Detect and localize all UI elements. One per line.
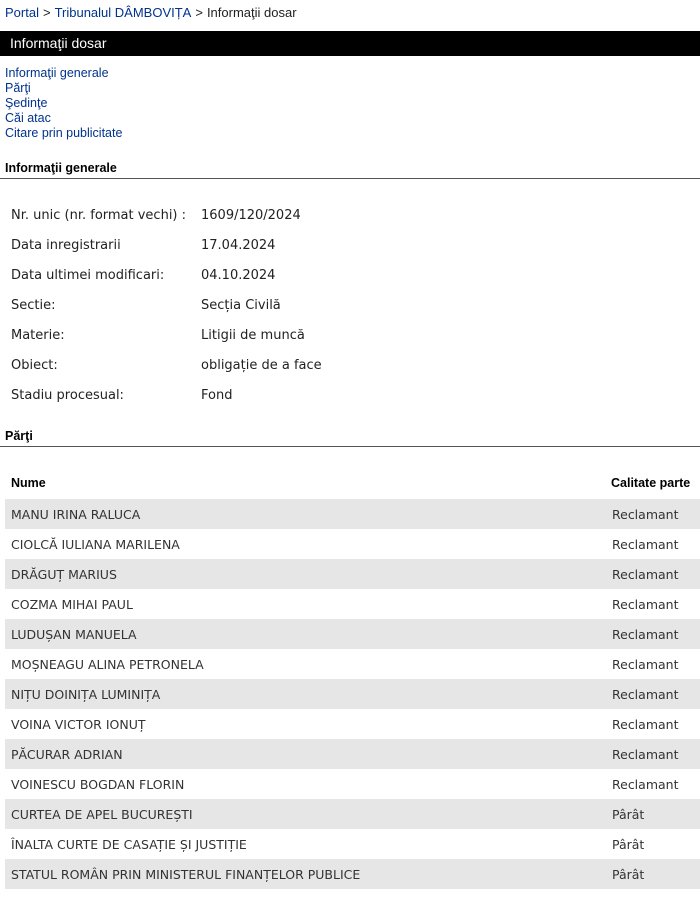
info-label: Materie: — [11, 328, 65, 343]
table-row — [5, 709, 700, 739]
info-row-section — [0, 290, 700, 320]
info-value: 04.10.2024 — [201, 268, 276, 283]
party-role: Reclamant — [612, 507, 679, 522]
page-title-bar — [0, 31, 700, 56]
party-name: ÎNALTA CURTE DE CASAȚIE ȘI JUSTIȚIE — [11, 837, 247, 852]
breadcrumb-separator: > — [195, 5, 203, 20]
table-row — [5, 529, 700, 559]
table-row — [5, 799, 700, 829]
table-row — [5, 859, 700, 889]
party-role: Pârât — [612, 867, 645, 882]
parties-section-header — [0, 428, 700, 447]
party-role: Reclamant — [612, 597, 679, 612]
table-row — [5, 619, 700, 649]
table-row — [5, 499, 700, 529]
info-value: 1609/120/2024 — [201, 208, 301, 223]
parties-heading: Părţi — [5, 429, 33, 443]
breadcrumb-portal-link[interactable]: Portal — [5, 5, 39, 20]
info-label: Obiect: — [11, 358, 58, 373]
info-label: Nr. unic (nr. format vechi) : — [11, 208, 187, 223]
nav-link-general-info[interactable]: Informaţii generale — [5, 66, 109, 80]
party-name: CIOLCĂ IULIANA MARILENA — [11, 537, 180, 552]
info-label: Stadiu procesual: — [11, 388, 124, 403]
info-value: Secția Civilă — [201, 298, 281, 313]
info-label: Sectie: — [11, 298, 56, 313]
info-row-object — [0, 350, 700, 380]
party-name: VOINESCU BOGDAN FLORIN — [11, 777, 185, 792]
party-name: CURTEA DE APEL BUCUREȘTI — [11, 807, 193, 822]
party-role: Pârât — [612, 837, 645, 852]
party-role: Pârât — [612, 807, 645, 822]
party-role: Reclamant — [612, 627, 679, 642]
page-title: Informaţii dosar — [10, 35, 107, 51]
column-header-role: Calitate parte — [611, 476, 691, 490]
info-value: Litigii de muncă — [201, 328, 305, 343]
party-role: Reclamant — [612, 567, 679, 582]
party-role: Reclamant — [612, 657, 679, 672]
table-row — [5, 559, 700, 589]
party-name: LUDUȘAN MANUELA — [11, 627, 137, 642]
info-label: Data ultimei modificari: — [11, 268, 165, 283]
table-row — [5, 739, 700, 769]
table-row — [5, 589, 700, 619]
general-info-table — [0, 200, 700, 410]
table-row — [5, 649, 700, 679]
general-info-heading: Informaţii generale — [5, 161, 117, 175]
party-name: MANU IRINA RALUCA — [11, 507, 141, 522]
nav-link-hearings[interactable]: Şedinţe — [5, 96, 48, 110]
breadcrumb-court-link[interactable]: Tribunalul DÂMBOVIȚA — [54, 5, 192, 20]
party-name: VOINA VICTOR IONUȚ — [11, 717, 146, 732]
info-row-registration-date — [0, 230, 700, 260]
party-role: Reclamant — [612, 537, 679, 552]
party-name: COZMA MIHAI PAUL — [11, 597, 133, 612]
info-value: 17.04.2024 — [201, 238, 276, 253]
table-row — [5, 769, 700, 799]
general-info-section-header — [0, 160, 700, 179]
parties-table-header — [5, 469, 700, 499]
info-row-case-number — [0, 200, 700, 230]
table-row — [5, 829, 700, 859]
section-nav — [5, 66, 122, 141]
party-name: STATUL ROMÂN PRIN MINISTERUL FINANȚELOR PUBLICE — [11, 867, 361, 882]
party-name: MOȘNEAGU ALINA PETRONELA — [11, 657, 204, 672]
info-row-procedural-stage — [0, 380, 700, 410]
info-value: Fond — [201, 388, 233, 403]
party-role: Reclamant — [612, 687, 679, 702]
table-row — [5, 679, 700, 709]
column-header-name: Nume — [11, 476, 46, 490]
info-value: obligație de a face — [201, 358, 322, 373]
nav-link-appeals[interactable]: Căi atac — [5, 111, 51, 125]
party-name: DRĂGUȚ MARIUS — [11, 567, 117, 582]
info-label: Data inregistrarii — [11, 238, 121, 253]
party-role: Reclamant — [612, 777, 679, 792]
breadcrumb-current: Informaţii dosar — [206, 5, 297, 20]
party-role: Reclamant — [612, 747, 679, 762]
party-role: Reclamant — [612, 717, 679, 732]
info-row-matter — [0, 320, 700, 350]
breadcrumb — [5, 5, 297, 20]
parties-table — [5, 469, 700, 889]
breadcrumb-separator: > — [42, 5, 51, 20]
party-name: NIȚU DOINIȚA LUMINIȚA — [11, 687, 161, 702]
party-name: PĂCURAR ADRIAN — [11, 747, 123, 762]
nav-link-public-summons[interactable]: Citare prin publicitate — [5, 126, 123, 140]
info-row-last-modified — [0, 260, 700, 290]
nav-link-parties[interactable]: Părţi — [5, 81, 31, 95]
